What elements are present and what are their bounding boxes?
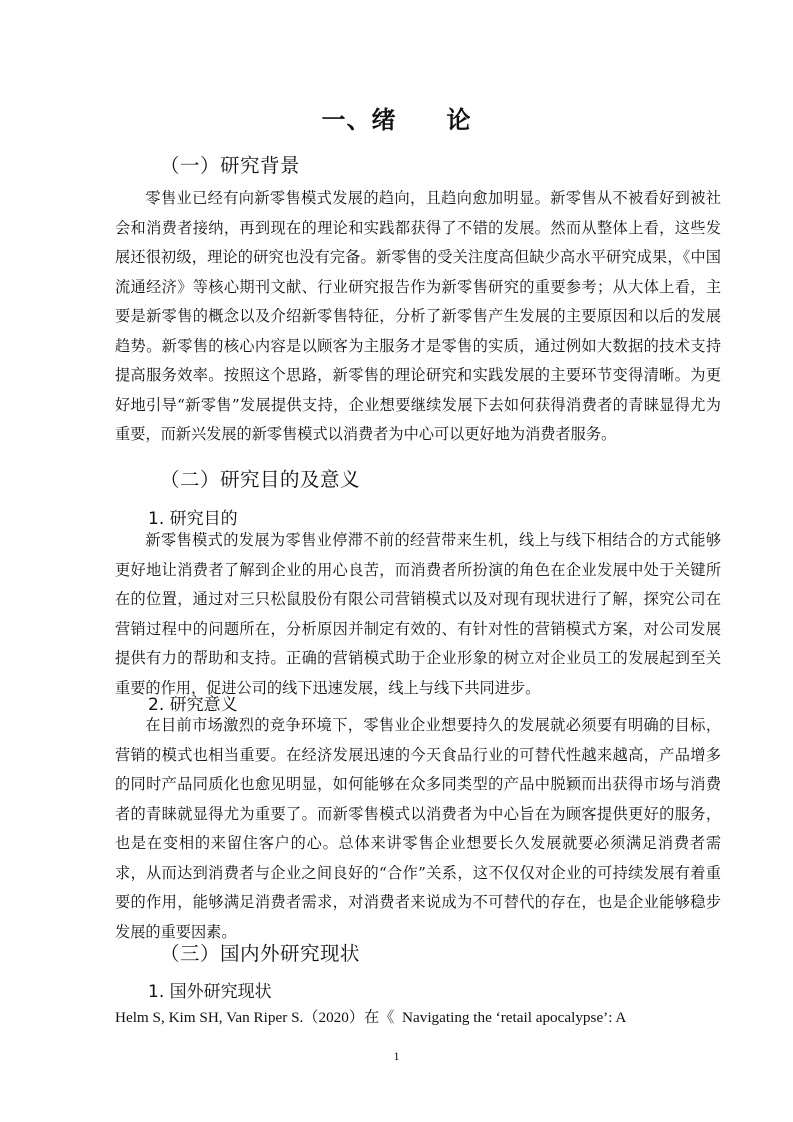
paragraph-purpose: 新零售模式的发展为零售业停滞不前的经营带来生机，线上与线下相结合的方式能够更好地让消费者了解到企业的用心良苦，而消费者所扮演的角色在企业发展中处于关键所在的位置，通过对三只松鼠股份有限公司营销模式以及对现有现状进行了解，探究公司在营销过程中的问题所在，分析原因并制定有效的、有针对性的营销模式方案，对公司发展提供有力的帮助和支持。正确的营销模式助于企业形象的树立对企业员工的发展起到至关重要的作用，促进公司的线下迅速发展，线上与线下共同进步。 <box>115 531 721 697</box>
subheading-purpose: 1. 研究目的 <box>148 509 238 529</box>
section-heading-background: （一）研究背景 <box>160 154 301 177</box>
subheading-foreign-research: 1. 国外研究现状 <box>148 982 272 1002</box>
page-number: 1 <box>393 1049 400 1063</box>
section-heading-purpose-significance: （二）研究目的及意义 <box>160 468 361 491</box>
paragraph-significance: 在目前市场激烈的竞争环境下，零售业企业想要持久的发展就必须要有明确的目标，营销的模式也相当重要。在经济发展迅速的今天食品行业的可替代性越来越高，产品增多的同时产品同质化也愈见明显，如何能够在众多同类型的产品中脱颖而出获得市场与消费者的青睐就显得尤为重要了。而新零售模式以消费者为中心旨在为顾客提供更好的服务，也是在变相的来留住客户的心。总体来讲零售企业想要长久发展就要必须满足消费者需求，从而达到消费者与企业之间良好的“合作”关系，这不仅仅对企业的可持续发展有着重要的作用，能够满足消费者需求，对消费者来说成为不可替代的存在，也是企业能够稳步发展的重要因素。 <box>115 716 721 941</box>
chapter-title: 一、绪 论 <box>321 106 472 134</box>
subheading-significance: 2. 研究意义 <box>148 695 238 715</box>
section-heading-research-status: （三）国内外研究现状 <box>160 942 361 965</box>
paragraph-background: 零售业已经有向新零售模式发展的趋向，且趋向愈加明显。新零售从不被看好到被社会和消费者接纳，再到现在的理论和实践都获得了不错的发展。然而从整体上看，这些发展还很初级，理论的研究也没有完备。新零售的受关注度高但缺少高水平研究成果，《中国流通经济》等核心期刊文献、行业研究报告作为新零售研究的重要参考；从大体上看，主要是新零售的概念以及介绍新零售特征，分析了新零售产生发展的主要原因和以后的发展趋势。新零售的核心内容是以顾客为主服务才是零售的实质，通过例如大数据的技术支持提高服务效率。按照这个思路，新零售的理论研究和实践发展的主要环节变得清晰。为更好地引导“新零售”发展提供支持，企业想要继续发展下去如何获得消费者的青睐显得尤为重要，而新兴发展的新零售模式以消费者为中心可以更好地为消费者服务。 <box>115 189 721 443</box>
citation-line: Helm S, Kim SH, Van Riper S.（2020）在《 Navigating the ‘retail apocalypse’: A <box>115 1009 627 1026</box>
